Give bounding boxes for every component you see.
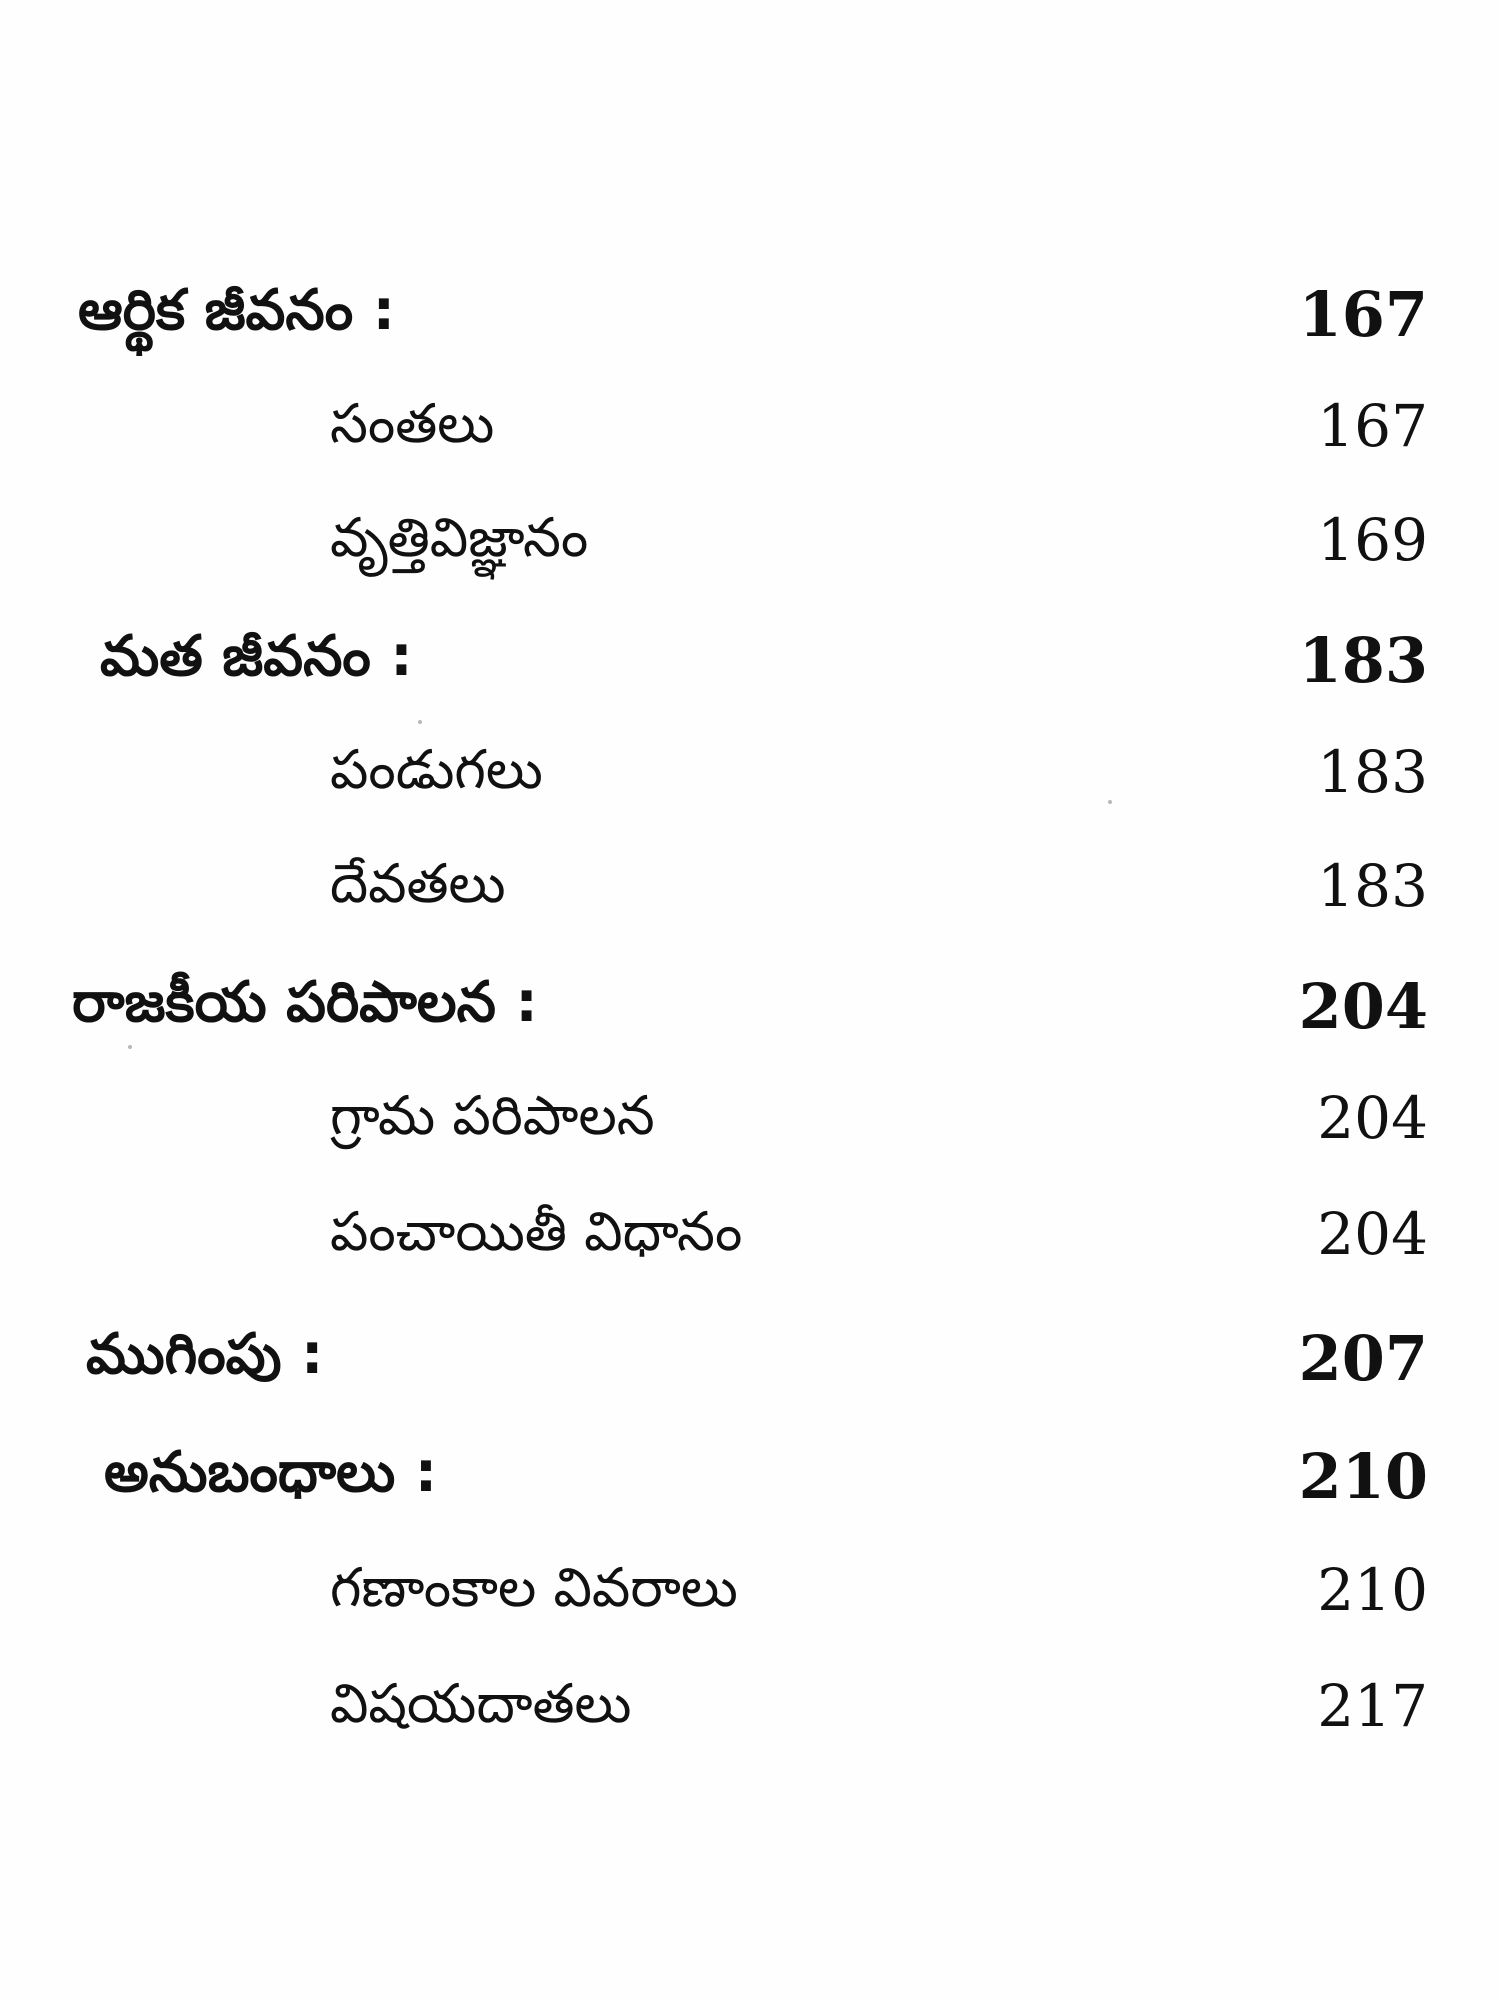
toc-entry-deities [0,852,1500,962]
toc-entry-occupational-knowledge [0,506,1500,616]
toc-entry-festivals [0,738,1500,848]
toc-entry-economic-life [0,278,1500,388]
toc-entry-page-number: 204 [1317,1084,1428,1152]
toc-entry-panchayat-system [0,1200,1500,1310]
toc-entry-page-number: 183 [1317,738,1428,806]
scan-speck [1108,800,1112,804]
toc-entry-informants [0,1672,1500,1782]
toc-entry-page-number: 183 [1298,624,1428,697]
toc-entry-conclusion [0,1322,1500,1432]
scan-speck [128,1045,132,1049]
toc-entry-markets [0,392,1500,502]
toc-entry-title: వృత్తివిజ్ఞానం [330,506,589,569]
toc-entry-title: గ్రామ పరిపాలన [330,1084,655,1147]
toc-entry-page-number: 217 [1317,1672,1428,1740]
toc-entry-village-administration [0,1084,1500,1194]
toc-entry-title: అనుబంధాలు : [104,1440,438,1505]
toc-entry-page-number: 183 [1317,852,1428,920]
toc-entry-religious-life [0,624,1500,734]
toc-entry-title: గణాంకాల వివరాలు [330,1556,738,1619]
toc-entry-title: పండుగలు [330,738,543,801]
toc-entry-page-number: 167 [1298,278,1428,351]
toc-entry-title: విషయదాతలు [330,1672,632,1735]
toc-entry-title: దేవతలు [330,852,506,915]
toc-entry-title: ఆర్థిక జీవనం : [78,278,395,343]
toc-entry-title: రాజకీయ పరిపాలన : [72,970,538,1035]
toc-entry-page-number: 210 [1317,1556,1428,1624]
toc-entry-page-number: 167 [1317,392,1428,460]
toc-entry-statistical-details [0,1556,1500,1666]
toc-entry-title: సంతలు [330,392,495,455]
scan-speck [418,720,422,724]
toc-entry-title: ముగింపు : [86,1322,324,1387]
toc-entry-political-administration [0,970,1500,1080]
toc-entry-title: మత జీవనం : [100,624,413,689]
toc-entry-page-number: 210 [1298,1440,1428,1513]
toc-entry-title: పంచాయితీ విధానం [330,1200,743,1263]
toc-entry-appendices [0,1440,1500,1550]
toc-entry-page-number: 169 [1317,506,1428,574]
toc-entry-page-number: 204 [1317,1200,1428,1268]
toc-entry-page-number: 204 [1298,970,1428,1043]
toc-entry-page-number: 207 [1298,1322,1428,1395]
